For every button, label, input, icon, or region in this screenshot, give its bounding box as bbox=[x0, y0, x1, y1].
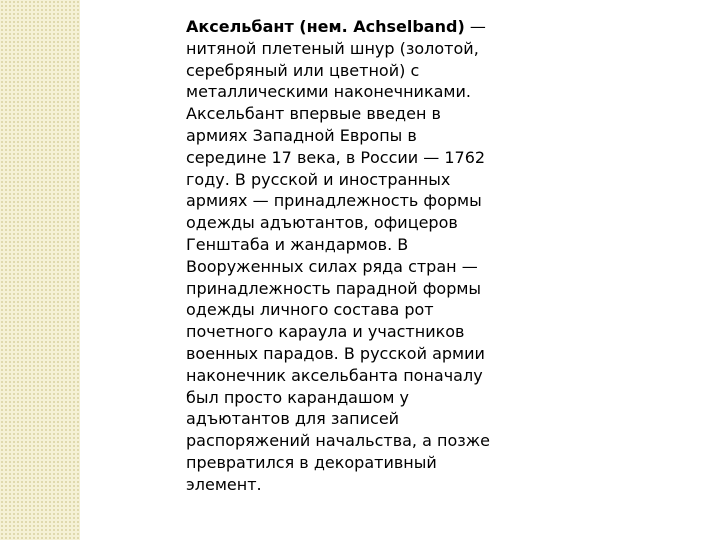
decorative-side-strip bbox=[0, 0, 80, 540]
definition-text: — нитяной плетеный шнур (золотой, серебряный или цветной) с металлическими наконечниками. Аксельбант впервые введен в армиях Западной Европы в середине 17 века, в России — 1762 году. В русской и иностранных армиях — принадлежность формы одежды адъютантов, офицеров Генштаба и жандармов. В Вооруженных силах ряда стран — принадлежность парадной формы одежды личного состава рот почетного караула и участников военных парадов. В русской армии наконечник аксельбанта поначалу был просто карандашом у адъютантов для записей распоряжений начальства, а позже превратился в декоративный элемент. bbox=[186, 17, 490, 494]
term-heading: Аксельбант (нем. Achselband) bbox=[186, 17, 465, 36]
slide-text-block bbox=[186, 16, 536, 496]
